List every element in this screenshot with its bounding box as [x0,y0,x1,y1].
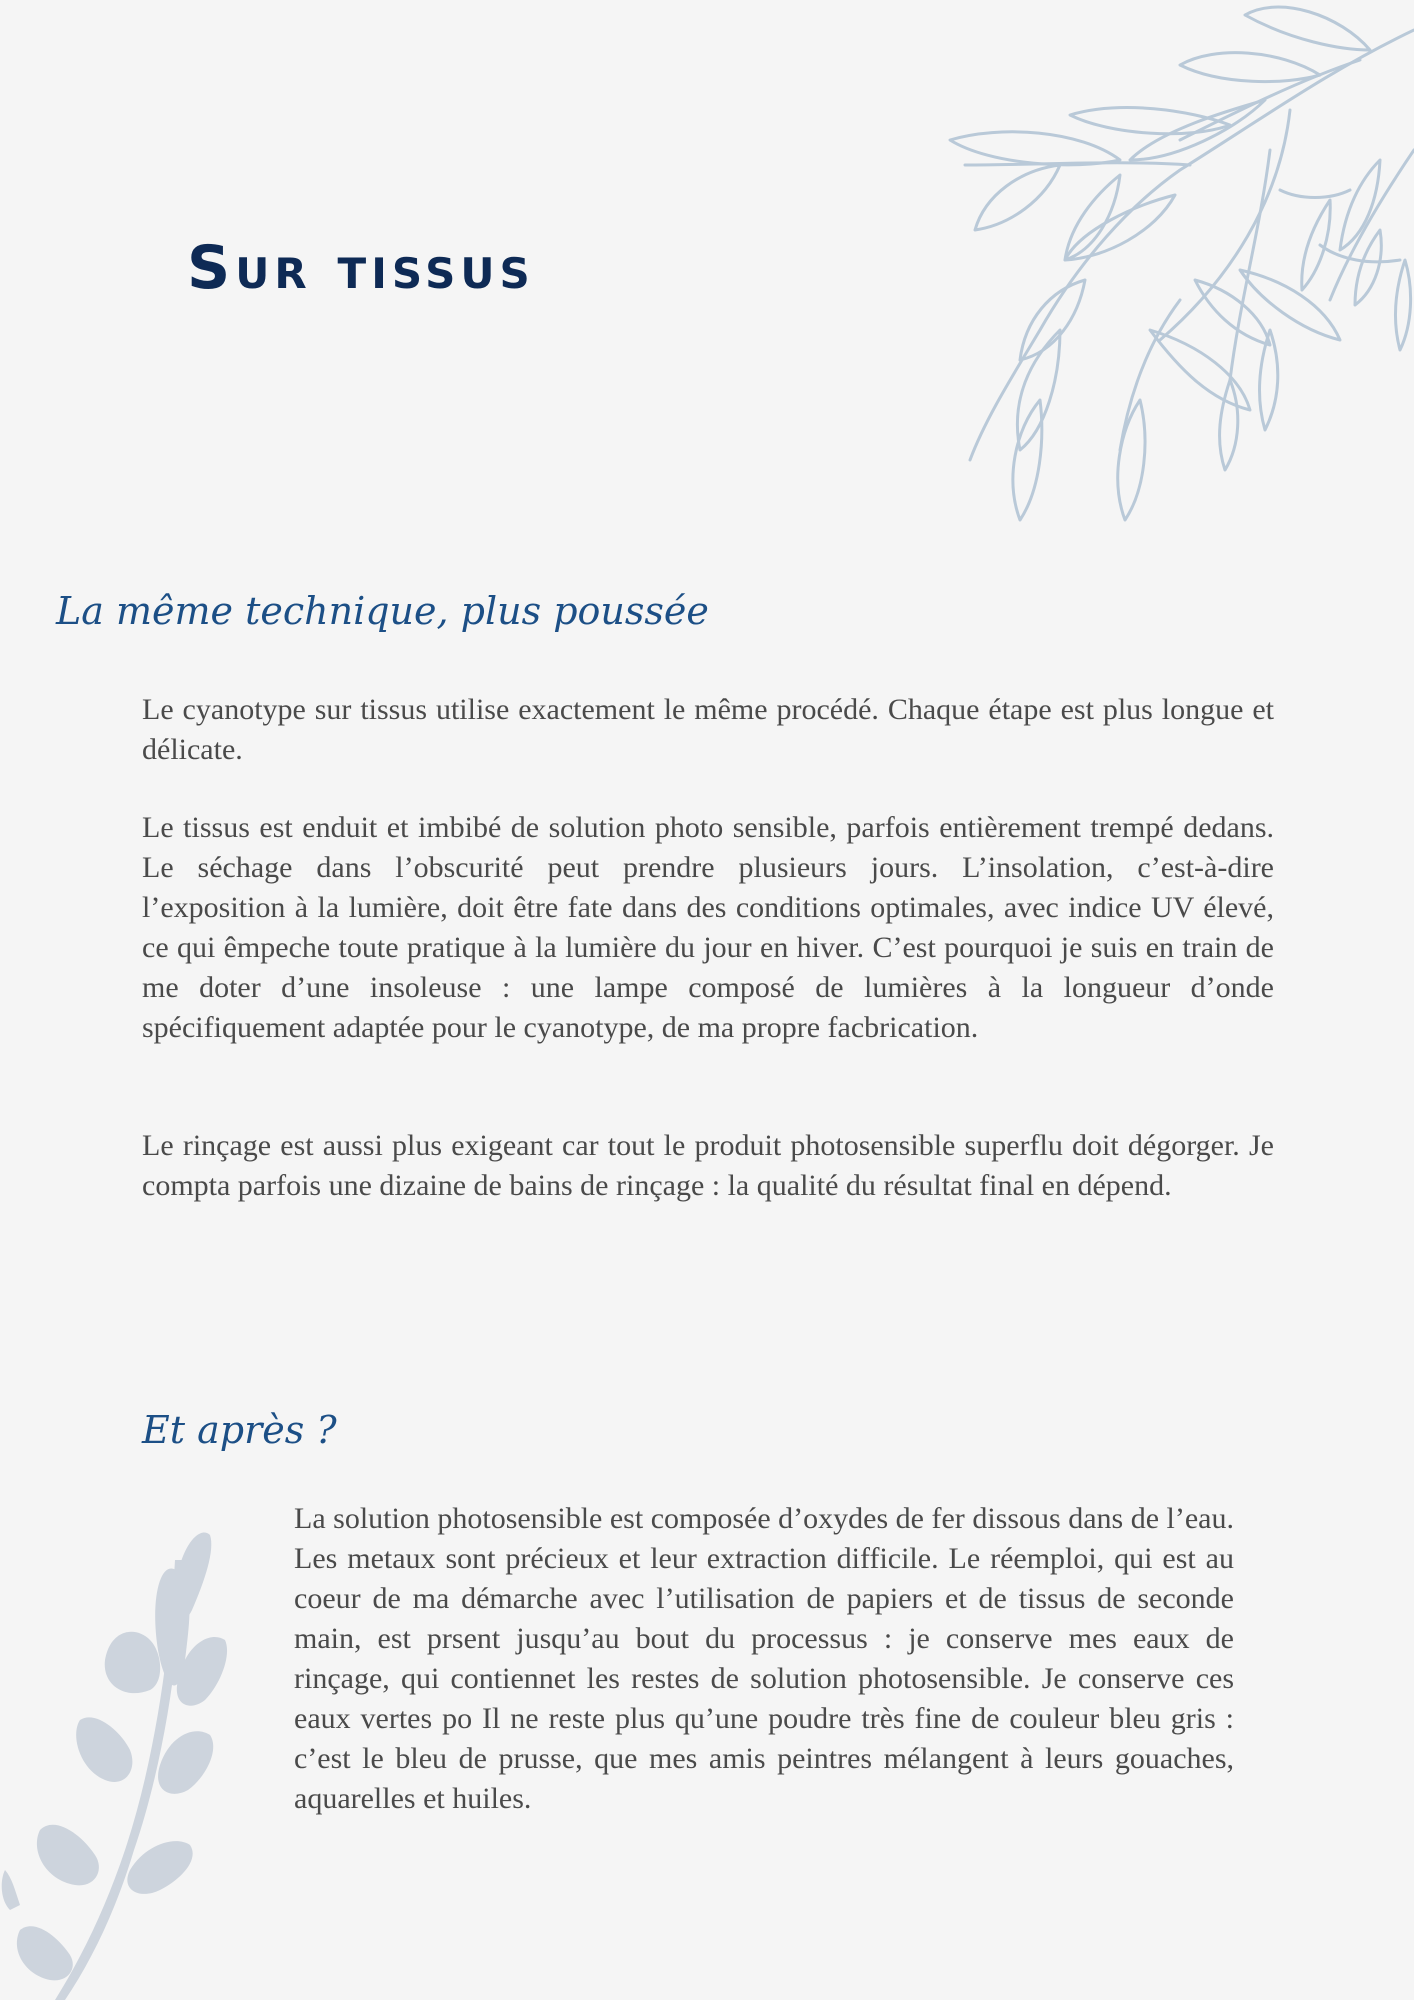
section-heading-technique: La même technique, plus poussée [56,589,709,633]
page-title: Sur tissus [187,233,535,303]
leaf-branch-icon [925,0,1414,545]
paragraph-reemploi: La solution photosensible est composée d’oxydes de fer dissous dans de l’eau. Les metaux sont précieux et leur extraction difficile. Le réemploi, qui est au coeur de ma démarche avec l’utilisation de papiers et de tissus de seconde main, est prsent jusqu’au bout du processus : je conserve mes eaux de rinçage, qui contiennet les restes de solution photosensible. Je conserve ces eaux vertes po Il ne reste plus qu’une poudre très fine de couleur bleu gris : c’est le bleu de prusse, que mes amis peintres mélangent à leurs gouaches, aquarelles et huiles. [294,1502,1234,1815]
section-heading-apres: Et après ? [142,1408,337,1452]
leaf-sprig-icon [0,1515,235,2000]
paragraph-rincage: Le rinçage est aussi plus exigeant car tout le produit photosensible superflu doit dégorger. Je compta parfois une dizaine de bains de rinçage : la qualité du résultat final en dépend. [142,1129,1274,1202]
paragraph-insolation: Le tissus est enduit et imbibé de solution photo sensible, parfois entièrement trempé dedans. Le séchage dans l’obscurité peut prendre plusieurs jours. L’insolation, c’est-à-dire l’exposition à la lumière, doit être fate dans des conditions optimales, avec indice UV élevé, ce qui êmpeche toute pratique à la lumière du jour en hiver. C’est pourquoi je suis en train de me doter d’une insoleuse : une lampe composé de lumières à la longueur d’onde spécifiquement adaptée pour le cyanotype, de ma propre facbrication. [142,811,1274,1044]
paragraph-procede: Le cyanotype sur tissus utilise exactement le même procédé. Chaque étape est plus longue et délicate. [142,693,1274,766]
